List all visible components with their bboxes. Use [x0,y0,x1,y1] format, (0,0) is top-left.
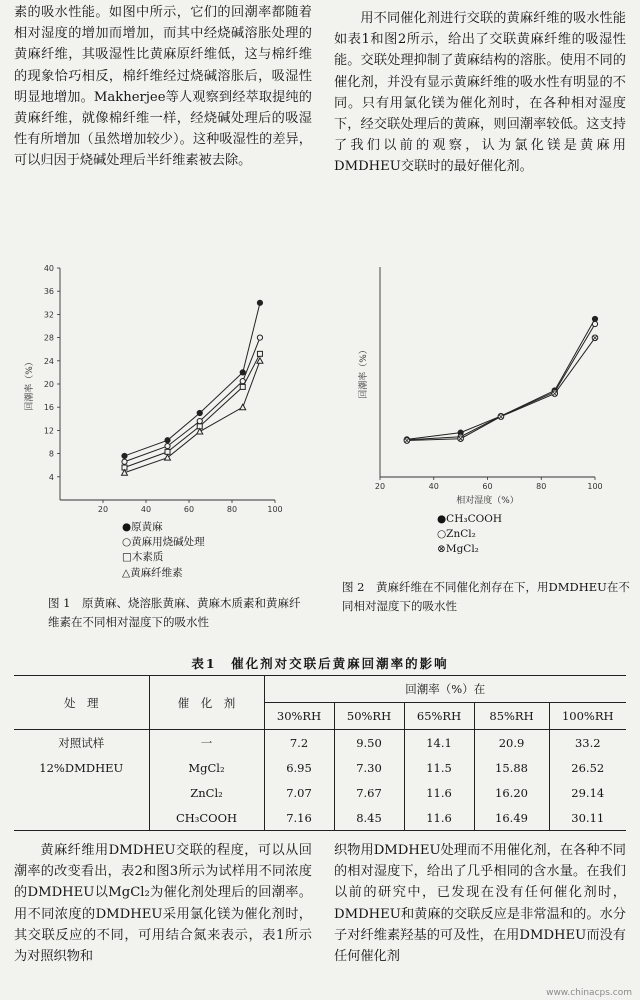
table-cell: 26.52 [571,760,605,775]
data-point [592,321,597,326]
table-cell: 6.95 [264,755,334,780]
figure-1-legend [122,520,205,581]
x-tick-label: 80 [536,482,547,491]
data-point [592,335,598,341]
data-point [122,459,127,464]
data-point [458,436,464,442]
table-header-rh: 50%RH [334,703,404,730]
y-tick-label: 8 [48,449,54,459]
table-cell: 对照试样 [14,730,149,756]
x-axis-label [136,517,199,518]
series-line [125,354,261,468]
table-cell: 11.6 [404,805,474,831]
figure-1-chart [20,258,305,518]
table-cell: 7.07 [264,780,334,805]
y-tick-label: 24 [43,356,54,366]
table-1 [14,675,626,831]
data-point [592,316,597,321]
fig2-legend-item: ●CH₃COOH [437,513,502,525]
figure-1-caption [48,594,310,632]
figure-1-caption-text: 原黄麻、烧溶胀黄麻、黄麻木质素和黄麻纤维素在不同相对湿度下的吸水性 [48,596,301,629]
x-tick-label: 20 [97,505,109,514]
x-tick-label: 20 [374,482,386,491]
data-point [165,449,170,454]
table-cell: CH₃COOH [149,805,264,831]
data-point [165,443,170,448]
series-line [125,338,261,462]
y-tick-label: 20 [43,380,54,389]
y-axis-label: 回潮率（%） [25,357,35,411]
data-point [257,300,262,305]
figure-2-caption-label: 图 2 [342,580,365,594]
fig2-legend-item: ⊗MgCl₂ [437,543,479,556]
table-cell: 7.30 [334,755,404,780]
x-tick-label: 60 [482,482,493,491]
x-tick-label: 100 [587,482,603,491]
table-cell: 20.9 [474,730,549,756]
data-point [257,351,262,356]
y-tick-label: 28 [43,333,54,343]
y-tick-label: 32 [43,310,54,320]
table-cell: 12%DMDHEU [14,755,149,780]
table-cell: 15.88 [474,755,549,780]
table-cell: 8.45 [334,805,404,831]
y-tick-label: 40 [43,264,54,273]
table-cell: 16.20 [474,780,549,805]
data-point [552,391,558,397]
figure-2-caption [342,578,630,616]
table-cell: 11.5 [404,755,474,780]
y-axis-label: 回潮率（%） [359,345,369,399]
series-line [407,319,595,440]
table-cell: 30.11 [549,805,626,831]
series-line [407,338,595,441]
table-row [14,755,626,780]
x-tick-label: 100 [267,505,283,514]
table-1-title: 表1 催化剂对交联后黄麻回潮率的影响 [191,656,449,671]
table-row [14,730,626,756]
table-cell: MgCl₂ [149,755,264,780]
table-cell: 9.50 [334,730,404,756]
table-cell: 11.6 [404,780,474,805]
table-cell: 7.67 [334,780,404,805]
table-cell: 33.2 [549,730,626,756]
fig1-legend-item: ●原黄麻 [122,521,163,533]
fig1-legend-item: □木素质 [122,551,164,564]
data-point [498,414,504,420]
table-header-rh: 30%RH [264,703,334,730]
table-header-catalyst: 催 化 剂 [149,676,264,730]
data-point [257,335,262,340]
fig2-legend-item: ○ZnCl₂ [437,528,476,541]
data-point [240,379,245,384]
y-tick-label: 12 [43,426,54,436]
data-point [240,384,245,389]
data-point [165,438,170,443]
figure-2-legend [437,512,502,558]
data-point [197,429,203,435]
right-bottom-paragraph: 织物用DMDHEU处理而不用催化剂，在各种不同的相对湿度下，给出了几乎相同的含水量。在我们以前的研究中，已发现在没有任何催化剂时，DMDHEU和黄麻的交联反应是非常温和的。水分子对纤维素羟基的可及性，在用DMDHEU而没有任何催化剂 [334,843,626,965]
table-header-rh: 100%RH [549,703,626,730]
table-cell: ZnCl₂ [149,780,264,805]
figure-2-caption-text: 黄麻纤维在不同催化剂存在下，用DMDHEU在不同相对湿度下的吸水性 [342,580,630,613]
data-point [122,453,127,458]
table-header-treatment: 处 理 [14,676,149,730]
x-tick-label: 80 [226,505,238,514]
x-tick-label: 40 [428,482,439,491]
x-axis-label: 相对湿度（%） [456,496,519,505]
figure-1-caption-label: 图 1 [48,596,71,610]
x-tick-label: 40 [140,505,152,514]
data-point [240,370,245,375]
figure-2-chart [345,255,625,505]
table-cell: 一 [149,730,264,756]
fig1-legend-item: ○黄麻用烧碱处理 [122,536,205,549]
table-row [14,780,626,805]
watermark-text: www.chinacps.com [546,988,632,998]
table-cell: 29.14 [571,785,605,800]
table-cell: 7.2 [264,730,334,756]
y-tick-label: 4 [48,472,54,482]
left-top-paragraph: 素的吸水性能。如图中所示，它们的回潮率都随着相对湿度的增加而增加，而其中经烧碱溶胀处理的黄麻纤维，其吸湿性比黄麻原纤维低，这与棉纤维的现象恰巧相反，棉纤维经过烧碱溶胀后，吸湿性明显地增加。Makherjee等人观察到经萃取提纯的黄麻纤维，就像棉纤维一样，经烧碱处理后的吸湿性有所增加（虽然增加较少）。这种吸湿性的差异，可以归因于烧碱处理后半纤维素被去除。 [14,5,312,169]
data-point [404,438,410,444]
table-cell: 7.16 [264,805,334,831]
data-point [197,410,202,415]
right-top-paragraph: 用不同催化剂进行交联的黄麻纤维的吸水性能如表1和图2所示，给出了交联黄麻纤维的吸湿性能。交联处理抑制了黄麻结构的溶胀。使用不同的催化剂，并没有显示黄麻纤维的吸水性有明显的不同。只有用氯化镁为催化剂时，在各种相对湿度下，经交联处理后的黄麻，则回潮率较低。这支持了我们以前的观察，认为氯化镁是黄麻用DMDHEU交联时的最好催化剂。 [334,11,626,175]
x-tick-label: 60 [183,505,195,514]
table-cell: 14.1 [404,730,474,756]
table-header-rh: 85%RH [474,703,549,730]
table-cell: 16.49 [474,805,549,831]
series-line [125,303,261,456]
series-line [407,324,595,440]
table-header-rh: 65%RH [404,703,474,730]
y-tick-label: 16 [43,403,54,413]
table-cell [14,780,149,805]
data-point [240,404,246,410]
left-bottom-paragraph: 黄麻纤维用DMDHEU交联的程度，可以从回潮率的改变看出，表2和图3所示为试样用不同浓度的DMDHEU以MgCl₂为催化剂处理后的回潮率。用不同浓度的DMDHEU采用氯化镁为催化剂时，其交联反应的不同，可用结合氮来表示，表1所示为对照织物和 [14,843,312,965]
table-header-regain: 回潮率（%）在 [264,676,626,703]
fig1-legend-item: △黄麻纤维素 [122,566,183,579]
table-row [14,805,626,831]
table-cell [14,805,149,831]
series-line [125,361,261,473]
y-tick-label: 36 [43,287,54,297]
data-point [197,419,202,424]
